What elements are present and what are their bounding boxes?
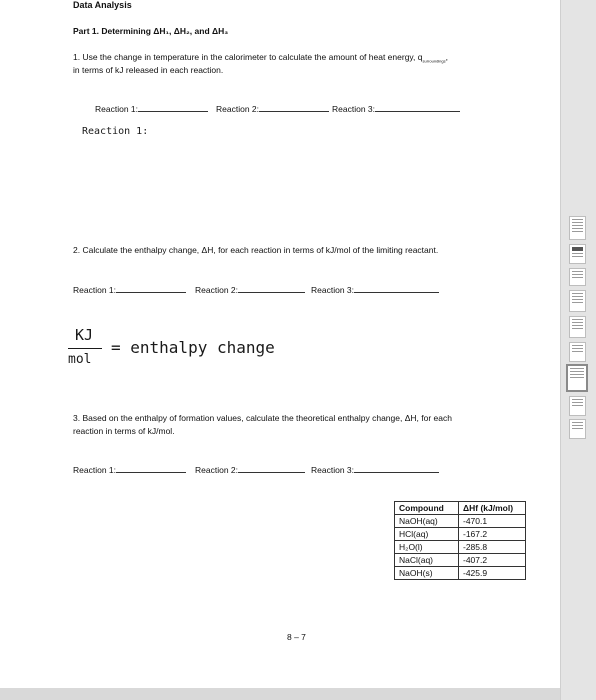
page-title: Data Analysis: [73, 0, 132, 10]
page-number: 8 – 7: [287, 632, 306, 642]
q3-reaction-3-blank[interactable]: [354, 464, 439, 473]
dhf-cell: -285.8: [459, 541, 526, 554]
question-1-comma: ,: [445, 52, 448, 62]
table-header-row: [395, 502, 526, 515]
bottom-scroll-area: [0, 688, 560, 700]
page-thumbnail[interactable]: [569, 396, 586, 416]
fraction-bar: [68, 348, 102, 349]
page-thumbnail-current[interactable]: [566, 364, 588, 392]
column-header-dhf: ΔHf (kJ/mol): [459, 502, 526, 515]
handwritten-reaction-1: Reaction 1:: [82, 126, 149, 137]
table-row: [395, 541, 526, 554]
compound-cell: HCl(aq): [395, 528, 459, 541]
question-2-text: 2. Calculate the enthalpy change, ΔH, for each reaction in terms of kJ/mol of the limiting reactant.: [73, 245, 439, 255]
enthalpy-of-formation-table: [394, 501, 526, 580]
q1-reaction-2-label: Reaction 2:: [216, 104, 259, 114]
compound-cell: NaOH(aq): [395, 515, 459, 528]
q1-reaction-3-blank[interactable]: [375, 103, 460, 112]
q3-reaction-1-label: Reaction 1:: [73, 465, 116, 475]
q1-reaction-2: [216, 103, 329, 114]
q-subscript: surroundings: [422, 58, 446, 64]
q1-reaction-2-blank[interactable]: [259, 103, 329, 112]
q1-reaction-1: [95, 103, 208, 114]
q1-reaction-1-blank[interactable]: [138, 103, 208, 112]
q3-reaction-3-label: Reaction 3:: [311, 465, 354, 475]
page-thumbnail[interactable]: [569, 419, 586, 439]
q1-reaction-3: [332, 103, 460, 114]
question-3-line-2: reaction in terms of kJ/mol.: [73, 426, 175, 436]
compound-cell: NaOH(s): [395, 567, 459, 580]
q2-reaction-3-label: Reaction 3:: [311, 285, 354, 295]
dhf-cell: -470.1: [459, 515, 526, 528]
q2-reaction-2: [195, 284, 305, 295]
table-row: [395, 554, 526, 567]
table-row: [395, 515, 526, 528]
column-header-compound: Compound: [395, 502, 459, 515]
page-thumbnail[interactable]: [569, 216, 586, 240]
page-thumbnail[interactable]: [569, 268, 586, 286]
page-thumbnail[interactable]: [569, 290, 586, 312]
dhf-cell: -407.2: [459, 554, 526, 567]
handwritten-equation: = enthalpy change: [111, 338, 275, 357]
q1-reaction-3-label: Reaction 3:: [332, 104, 375, 114]
question-1-line-2: in terms of kJ released in each reaction.: [73, 65, 224, 75]
q2-reaction-1-blank[interactable]: [116, 284, 186, 293]
q3-reaction-1-blank[interactable]: [116, 464, 186, 473]
q2-reaction-1: [73, 284, 186, 295]
q2-reaction-3-blank[interactable]: [354, 284, 439, 293]
question-1-text: 1. Use the change in temperature in the calorimeter to calculate the amount of heat energy, q: [73, 52, 423, 62]
dhf-cell: -167.2: [459, 528, 526, 541]
page-thumbnail[interactable]: [569, 244, 586, 264]
handwritten-denominator: mol: [68, 352, 92, 367]
table-row: [395, 567, 526, 580]
q1-reaction-1-label: Reaction 1:: [95, 104, 138, 114]
question-3-line-1: 3. Based on the enthalpy of formation values, calculate the theoretical enthalpy change, ΔH, for each: [73, 413, 452, 423]
q2-reaction-2-label: Reaction 2:: [195, 285, 238, 295]
q3-reaction-2-blank[interactable]: [238, 464, 305, 473]
q3-reaction-2-label: Reaction 2:: [195, 465, 238, 475]
q2-reaction-2-blank[interactable]: [238, 284, 305, 293]
q3-reaction-3: [311, 464, 439, 475]
table-row: [395, 528, 526, 541]
q2-reaction-3: [311, 284, 439, 295]
q3-reaction-2: [195, 464, 305, 475]
dhf-cell: -425.9: [459, 567, 526, 580]
handwritten-numerator: KJ: [75, 326, 94, 344]
q3-reaction-1: [73, 464, 186, 475]
page-thumbnail[interactable]: [569, 342, 586, 362]
compound-cell: H₂O(l): [395, 541, 459, 554]
page-thumbnail[interactable]: [569, 316, 586, 338]
part1-title: Part 1. Determining ΔH₁, ΔH₂, and ΔH₃: [73, 26, 229, 36]
compound-cell: NaCl(aq): [395, 554, 459, 567]
q2-reaction-1-label: Reaction 1:: [73, 285, 116, 295]
question-1-line-1: [73, 52, 448, 64]
